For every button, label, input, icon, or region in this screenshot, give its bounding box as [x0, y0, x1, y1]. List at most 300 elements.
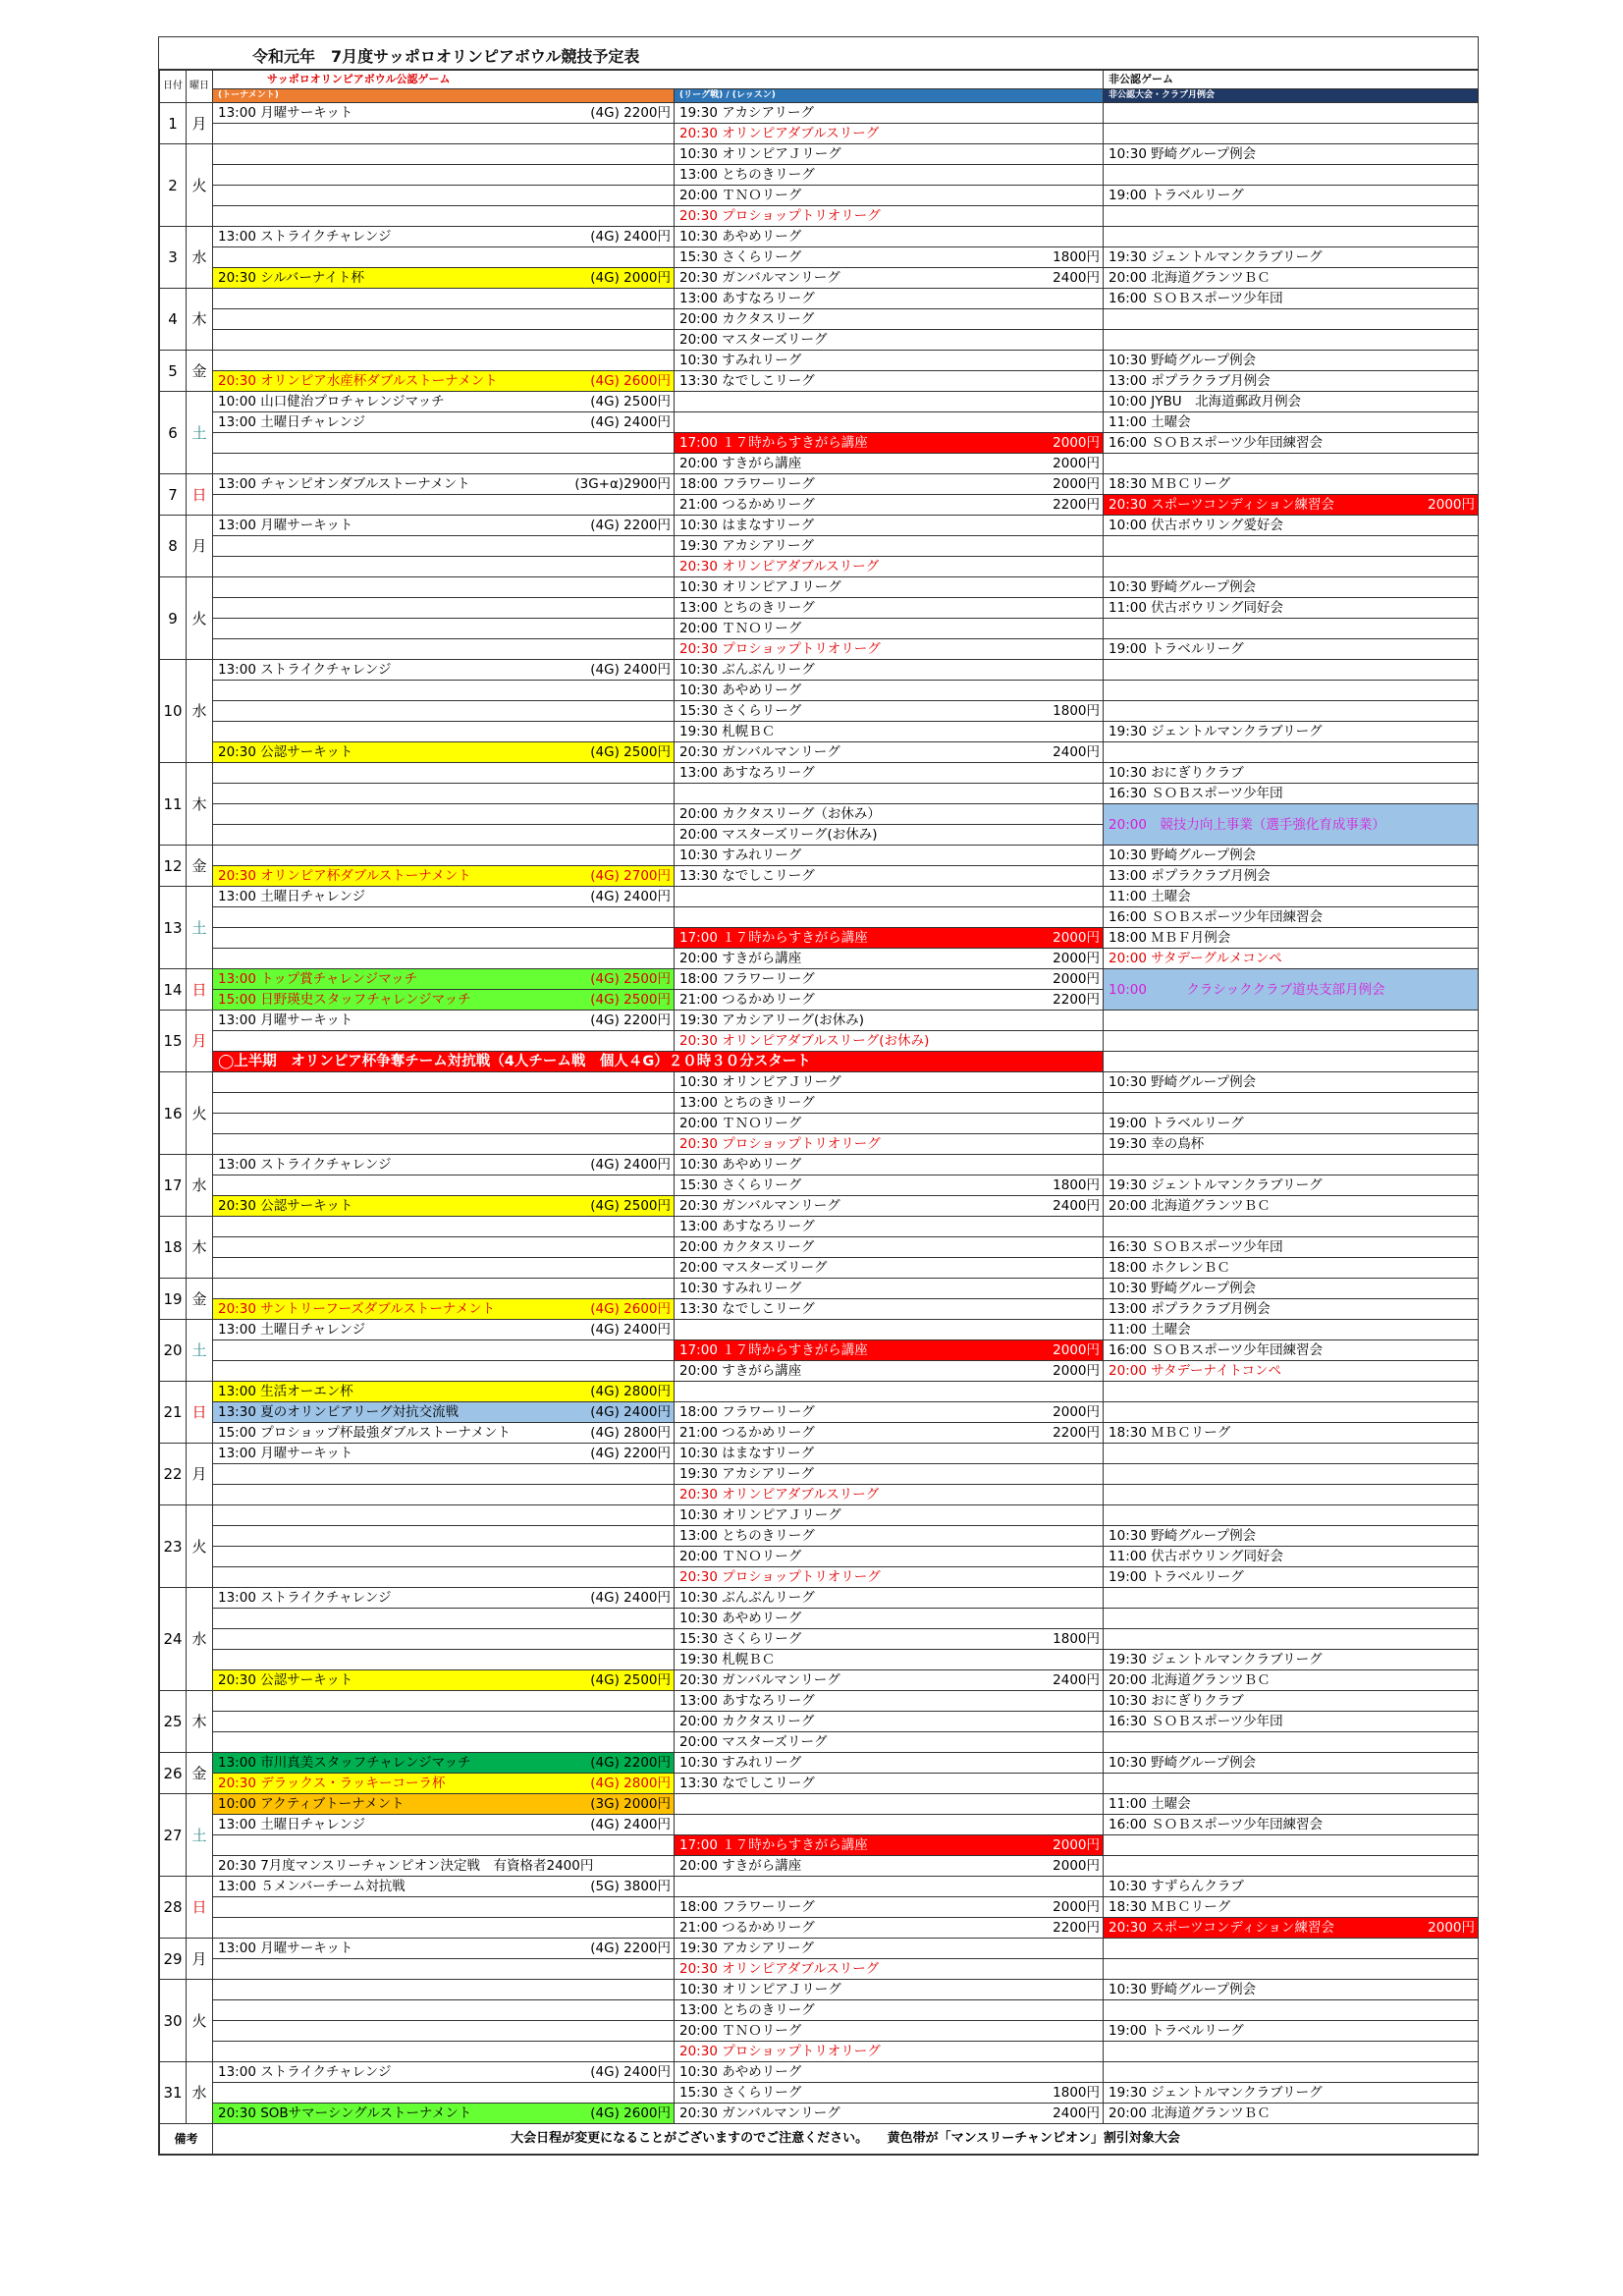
league-cell — [675, 1072, 1104, 1093]
event-name: 13:00 月曜サーキット — [218, 105, 353, 121]
schedule-row — [160, 866, 1479, 887]
club-cell — [1104, 371, 1479, 392]
event-price: (4G) 2400円 — [590, 1322, 671, 1338]
league-cell — [675, 1011, 1104, 1031]
event-fee: 2200円 — [1053, 497, 1101, 513]
event-name: 18:00 フラワーリーグ — [679, 476, 815, 492]
club-cell — [1104, 742, 1479, 763]
schedule-row — [160, 412, 1479, 433]
event-name: 19:30 幸の鳥杯 — [1109, 1136, 1205, 1152]
league-cell — [675, 351, 1104, 371]
tournament-cell — [213, 2104, 675, 2124]
event-name: 20:30 ガンバルマンリーグ — [679, 744, 840, 760]
league-cell — [675, 516, 1104, 536]
tournament-cell — [213, 2083, 675, 2104]
event-name: 13:00 ５メンバーチーム対抗戦 — [218, 1879, 406, 1894]
event-price: (4G) 2500円 — [590, 992, 671, 1008]
event-name: 13:30 夏のオリンピアリーグ対抗交流戦 — [218, 1404, 460, 1420]
league-cell — [675, 536, 1104, 557]
weekday: 土 — [187, 1320, 213, 1382]
schedule-row — [160, 454, 1479, 474]
tournament-cell — [213, 392, 675, 412]
event-name: 13:00 とちのきリーグ — [679, 1095, 815, 1111]
event-name: 10:00 クラシッククラブ道央支部月例会 — [1109, 981, 1385, 998]
tournament-cell — [213, 1815, 675, 1835]
event-name: 13:00 トップ賞チャレンジマッチ — [218, 971, 418, 987]
event-name: 10:30 はまなすリーグ — [679, 1446, 815, 1461]
weekday: 月 — [187, 516, 213, 577]
tournament-cell — [213, 949, 675, 969]
event-name: 13:00 ストライクチャレンジ — [218, 662, 392, 678]
weekday: 火 — [187, 577, 213, 660]
tournament-cell — [213, 1753, 675, 1774]
tournament-cell — [213, 1464, 675, 1485]
league-cell — [675, 1505, 1104, 1526]
day-number: 12 — [160, 846, 187, 887]
league-cell — [675, 1237, 1104, 1258]
club-cell — [1104, 1361, 1479, 1382]
league-cell — [675, 701, 1104, 722]
league-cell — [675, 247, 1104, 268]
tournament-cell — [213, 557, 675, 577]
event-name: 20:00 ＴＮＯリーグ — [679, 621, 802, 636]
event-name: 20:30 オリンピアダブルスリーグ — [679, 1961, 880, 1977]
club-cell — [1104, 846, 1479, 866]
event-name: 20:30 公認サーキット — [218, 1672, 353, 1688]
day-number: 4 — [160, 289, 187, 351]
club-cell — [1104, 1547, 1479, 1567]
schedule-row — [160, 598, 1479, 619]
event-name: 20:00 ＴＮＯリーグ — [679, 2023, 802, 2039]
event-name: 21:00 つるかめリーグ — [679, 497, 815, 513]
tournament-cell — [213, 227, 675, 247]
event-name: 19:00 トラベルリーグ — [1109, 188, 1244, 203]
tournament-cell — [213, 619, 675, 639]
league-cell — [675, 103, 1104, 124]
event-name: 19:30 アカシアリーグ(お休み) — [679, 1012, 865, 1028]
schedule-row — [160, 1093, 1479, 1114]
day-number: 18 — [160, 1217, 187, 1279]
event-name: 20:30 ガンバルマンリーグ — [679, 1672, 840, 1688]
schedule-row — [160, 969, 1479, 990]
day-number: 27 — [160, 1794, 187, 1877]
schedule-row — [160, 1815, 1479, 1835]
weekday: 土 — [187, 1794, 213, 1877]
tournament-cell — [213, 103, 675, 124]
club-cell — [1104, 227, 1479, 247]
schedule-row — [160, 1505, 1479, 1526]
day-number: 9 — [160, 577, 187, 660]
event-name: 19:30 ジェントルマンクラブリーグ — [1109, 1652, 1323, 1667]
club-cell — [1104, 577, 1479, 598]
league-cell — [675, 990, 1104, 1011]
event-fee: 2000円 — [1053, 435, 1101, 451]
league-cell — [675, 1402, 1104, 1423]
event-price: (4G) 2800円 — [590, 1384, 671, 1399]
league-cell — [675, 763, 1104, 784]
event-name: 20:00 ＴＮＯリーグ — [679, 188, 802, 203]
event-fee: 2000円 — [1428, 497, 1476, 513]
tournament-cell — [213, 1320, 675, 1340]
club-cell — [1104, 454, 1479, 474]
league-cell — [675, 124, 1104, 144]
event-name: 20:00 北海道グランツＢＣ — [1109, 1198, 1271, 1214]
league-cell — [675, 887, 1104, 907]
club-cell — [1104, 1175, 1479, 1196]
league-cell — [675, 1340, 1104, 1361]
weekday-header: 曜日 — [187, 71, 213, 103]
league-cell — [675, 1918, 1104, 1939]
club-cell — [1104, 1093, 1479, 1114]
day-number: 2 — [160, 144, 187, 227]
event-fee: 2000円 — [1053, 1363, 1101, 1379]
event-price: (4G) 2500円 — [590, 394, 671, 410]
day-number: 21 — [160, 1382, 187, 1444]
event-name: 11:00 伏古ボウリング同好会 — [1109, 600, 1283, 616]
event-name: 13:00 とちのきリーグ — [679, 167, 815, 183]
schedule-row — [160, 1196, 1479, 1217]
weekday: 月 — [187, 1939, 213, 1980]
tournament-cell — [213, 887, 675, 907]
event-price: (4G) 2400円 — [590, 1404, 671, 1420]
tournament-cell — [213, 1423, 675, 1444]
weekday: 火 — [187, 1072, 213, 1155]
schedule-row — [160, 1835, 1479, 1856]
club-cell — [1104, 1444, 1479, 1464]
league-cell — [675, 825, 1104, 846]
schedule-row — [160, 1526, 1479, 1547]
event-name: 20:30 オリンピア杯ダブルストーナメント — [218, 868, 471, 884]
tournament-cell — [213, 433, 675, 454]
event-name: 19:30 アカシアリーグ — [679, 1941, 815, 1956]
event-name: 15:30 さくらリーグ — [679, 249, 802, 265]
weekday: 月 — [187, 1011, 213, 1072]
event-name: 21:00 つるかめリーグ — [679, 1425, 815, 1441]
event-price: (4G) 2400円 — [590, 1590, 671, 1606]
event-name: 15:30 さくらリーグ — [679, 2085, 802, 2101]
event-price: (4G) 2600円 — [590, 2105, 671, 2121]
event-name: 20:30 公認サーキット — [218, 1198, 353, 1214]
remarks-label: 備考 — [160, 2124, 213, 2155]
day-number: 28 — [160, 1877, 187, 1939]
event-name: 16:30 ＳＯＢスポーツ少年団 — [1109, 786, 1283, 801]
schedule-row — [160, 1320, 1479, 1340]
schedule-row — [160, 1340, 1479, 1361]
league-cell — [675, 1774, 1104, 1794]
official-category: サッポロオリンピアボウル公認ゲーム — [213, 71, 1104, 89]
tournament-cell — [213, 1650, 675, 1670]
event-name: 19:30 アカシアリーグ — [679, 1466, 815, 1482]
event-price: (4G) 2200円 — [590, 1941, 671, 1956]
event-name: 13:00 ポプラクラブ月例会 — [1109, 373, 1271, 389]
schedule-row — [160, 763, 1479, 784]
schedule-row — [160, 1650, 1479, 1670]
event-fee: 2400円 — [1053, 1672, 1101, 1688]
league-cell — [675, 1877, 1104, 1897]
club-cell — [1104, 412, 1479, 433]
weekday: 水 — [187, 660, 213, 763]
tournament-cell — [213, 351, 675, 371]
event-name: 20:30 オリンピアダブルスリーグ — [679, 559, 880, 574]
club-cell — [1104, 1299, 1479, 1320]
tournament-cell — [213, 1691, 675, 1712]
tournament-cell — [213, 474, 675, 495]
club-cell — [1104, 1629, 1479, 1650]
tournament-cell — [213, 1918, 675, 1939]
event-price: (3G+α)2900円 — [574, 476, 671, 492]
club-cell — [1104, 969, 1479, 1011]
tournament-cell — [213, 577, 675, 598]
league-cell — [675, 1526, 1104, 1547]
event-name: 17:00 １７時からすきがら講座 — [679, 1837, 868, 1853]
event-name: 20:30 スポーツコンディション練習会 — [1109, 1920, 1335, 1936]
event-name: 10:30 野崎グループ例会 — [1109, 579, 1257, 595]
event-name: 10:30 あやめリーグ — [679, 1611, 802, 1626]
event-name: 10:30 オリンピアＪリーグ — [679, 1507, 841, 1523]
event-name: 10:30 あやめリーグ — [679, 1157, 802, 1173]
tournament-cell — [213, 1402, 675, 1423]
event-fee: 2000円 — [1053, 1858, 1101, 1874]
league-cell — [675, 969, 1104, 990]
club-cell — [1104, 1485, 1479, 1505]
league-cell — [675, 1588, 1104, 1609]
club-cell — [1104, 2062, 1479, 2083]
team-event-banner — [213, 1052, 1104, 1072]
league-cell — [675, 1650, 1104, 1670]
event-price: (4G) 2500円 — [590, 744, 671, 760]
schedule-row — [160, 928, 1479, 949]
club-cell — [1104, 2000, 1479, 2021]
event-name: 11:00 伏古ボウリング同好会 — [1109, 1549, 1283, 1564]
schedule-row — [160, 536, 1479, 557]
club-cell — [1104, 928, 1479, 949]
club-cell — [1104, 1650, 1479, 1670]
event-fee: 2000円 — [1428, 1920, 1476, 1936]
weekday: 月 — [187, 103, 213, 144]
event-name: 20:00 カクタスリーグ — [679, 1714, 815, 1729]
event-name: 10:00 伏古ボウリング愛好会 — [1109, 518, 1283, 533]
club-cell — [1104, 1712, 1479, 1732]
tournament-cell — [213, 1939, 675, 1959]
club-cell — [1104, 1588, 1479, 1609]
event-name: 13:00 市川真美スタッフチャレンジマッチ — [218, 1755, 471, 1771]
tournament-cell — [213, 598, 675, 619]
league-cell — [675, 144, 1104, 165]
schedule-row — [160, 309, 1479, 330]
event-name: 19:30 アカシアリーグ — [679, 105, 815, 121]
club-cell — [1104, 949, 1479, 969]
event-name: 20:30 オリンピア水産杯ダブルストーナメント — [218, 373, 498, 389]
league-cell — [675, 1134, 1104, 1155]
event-name: 10:30 野崎グループ例会 — [1109, 1074, 1257, 1090]
tournament-cell — [213, 1258, 675, 1279]
day-number: 23 — [160, 1505, 187, 1588]
tournament-cell — [213, 928, 675, 949]
weekday: 日 — [187, 474, 213, 516]
event-price: (4G) 2400円 — [590, 414, 671, 430]
event-name: 20:30 プロショップトリオリーグ — [679, 641, 881, 657]
schedule-row — [160, 1609, 1479, 1629]
league-cell — [675, 1753, 1104, 1774]
tournament-cell — [213, 1093, 675, 1114]
club-cell — [1104, 1774, 1479, 1794]
tournament-cell — [213, 846, 675, 866]
day-number: 31 — [160, 2062, 187, 2124]
event-fee: 2000円 — [1053, 1899, 1101, 1915]
league-cell — [675, 1959, 1104, 1980]
event-name: 10:30 野崎グループ例会 — [1109, 146, 1257, 162]
league-cell — [675, 2021, 1104, 2042]
day-number: 16 — [160, 1072, 187, 1155]
event-name: 10:30 すみれリーグ — [679, 353, 802, 368]
league-cell — [675, 1444, 1104, 1464]
event-name: 20:00 マスターズリーグ — [679, 1734, 828, 1750]
weekday: 月 — [187, 1444, 213, 1505]
schedule-row — [160, 804, 1479, 825]
event-name: 10:30 野崎グループ例会 — [1109, 1982, 1257, 1997]
league-cell — [675, 557, 1104, 577]
tournament-cell — [213, 495, 675, 516]
league-cell — [675, 474, 1104, 495]
league-cell — [675, 1320, 1104, 1340]
tournament-cell — [213, 660, 675, 681]
club-cell — [1104, 1114, 1479, 1134]
tournament-cell — [213, 309, 675, 330]
event-name: 15:30 さくらリーグ — [679, 1177, 802, 1193]
league-cell — [675, 846, 1104, 866]
event-name: 20:30 SOBサマーシングルストーナメント — [218, 2105, 472, 2121]
event-price: (4G) 2700円 — [590, 868, 671, 884]
club-cell — [1104, 186, 1479, 206]
league-cell — [675, 289, 1104, 309]
event-name: 19:30 ジェントルマンクラブリーグ — [1109, 2085, 1323, 2101]
tournament-cell — [213, 2021, 675, 2042]
league-cell — [675, 1980, 1104, 2000]
schedule-row — [160, 495, 1479, 516]
league-cell — [675, 1629, 1104, 1650]
club-cell — [1104, 433, 1479, 454]
tournament-cell — [213, 1732, 675, 1753]
schedule-row — [160, 1980, 1479, 2000]
event-name: 10:30 おにぎりクラブ — [1109, 1693, 1244, 1709]
event-name: 19:30 札幌ＢＣ — [679, 1652, 776, 1667]
club-cell — [1104, 1031, 1479, 1052]
event-name: 13:00 あすなろリーグ — [679, 765, 815, 781]
tournament-cell — [213, 639, 675, 660]
league-cell — [675, 866, 1104, 887]
schedule-row — [160, 1423, 1479, 1444]
league-cell — [675, 949, 1104, 969]
event-name: 20:30 オリンピアダブルスリーグ(お休み) — [679, 1033, 930, 1049]
event-name: 11:00 土曜会 — [1109, 1322, 1191, 1338]
league-cell — [675, 454, 1104, 474]
event-name: 11:00 土曜会 — [1109, 414, 1191, 430]
day-number: 15 — [160, 1011, 187, 1072]
league-cell — [675, 165, 1104, 186]
remarks-note: 大会日程が変更になることがございますのでご注意ください。 黄色帯が「マンスリーチャンピオン」割引対象大会 — [213, 2124, 1479, 2155]
schedule-row — [160, 1279, 1479, 1299]
club-cell — [1104, 330, 1479, 351]
event-name: 16:00 ＳＯＢスポーツ少年団練習会 — [1109, 1342, 1324, 1358]
league-cell — [675, 1939, 1104, 1959]
schedule-row — [160, 846, 1479, 866]
event-name: 13:00 ストライクチャレンジ — [218, 229, 392, 245]
schedule-row — [160, 887, 1479, 907]
tournament-cell — [213, 1774, 675, 1794]
event-name: 10:00 山口健治プロチャレンジマッチ — [218, 394, 445, 410]
tournament-cell — [213, 206, 675, 227]
club-cell — [1104, 2083, 1479, 2104]
event-fee: 2000円 — [1053, 971, 1101, 987]
schedule-row — [160, 1877, 1479, 1897]
weekday: 金 — [187, 1753, 213, 1794]
schedule-row — [160, 433, 1479, 454]
event-name: 16:00 ＳＯＢスポーツ少年団練習会 — [1109, 435, 1324, 451]
club-cell — [1104, 2104, 1479, 2124]
event-fee: 2000円 — [1053, 1342, 1101, 1358]
schedule-row — [160, 722, 1479, 742]
tournament-cell — [213, 124, 675, 144]
event-fee: 2400円 — [1053, 744, 1101, 760]
event-name: 13:00 ストライクチャレンジ — [218, 2064, 392, 2080]
league-cell — [675, 1485, 1104, 1505]
club-cell — [1104, 557, 1479, 577]
tournament-cell — [213, 1547, 675, 1567]
event-name: 20:00 マスターズリーグ(お休み) — [679, 827, 878, 843]
league-cell — [675, 412, 1104, 433]
event-name: 10:30 おにぎりクラブ — [1109, 765, 1244, 781]
league-cell — [675, 1155, 1104, 1175]
day-number: 3 — [160, 227, 187, 289]
event-name: 18:00 ホクレンＢＣ — [1109, 1260, 1230, 1276]
weekday: 金 — [187, 1279, 213, 1320]
league-cell — [675, 1114, 1104, 1134]
league-cell — [675, 2000, 1104, 2021]
league-cell — [675, 928, 1104, 949]
club-cell — [1104, 474, 1479, 495]
league-cell — [675, 1670, 1104, 1691]
event-name: 10:30 あやめリーグ — [679, 229, 802, 245]
club-cell — [1104, 1258, 1479, 1279]
event-name: 13:00 土曜日チャレンジ — [218, 414, 366, 430]
tournament-cell — [213, 1196, 675, 1217]
event-name: 18:00 フラワーリーグ — [679, 1899, 815, 1915]
club-cell — [1104, 165, 1479, 186]
event-name: 10:30 すみれリーグ — [679, 847, 802, 863]
page-title: 令和元年 7月度サッポロオリンピアボウル競技予定表 — [252, 47, 640, 66]
event-fee: 2000円 — [1053, 1404, 1101, 1420]
day-number: 10 — [160, 660, 187, 763]
tournament-cell — [213, 516, 675, 536]
event-fee: 2000円 — [1053, 930, 1101, 946]
event-name: 18:00 ＭＢＦ月例会 — [1109, 930, 1231, 946]
event-name: 15:00 日野瑛史スタッフチャレンジマッチ — [218, 992, 471, 1008]
tournament-cell — [213, 268, 675, 289]
weekday: 日 — [187, 1382, 213, 1444]
schedule-row — [160, 1155, 1479, 1175]
league-cell — [675, 2083, 1104, 2104]
day-number: 11 — [160, 763, 187, 846]
tournament-cell — [213, 1588, 675, 1609]
tournament-cell — [213, 681, 675, 701]
tournament-cell — [213, 289, 675, 309]
event-name: 20:00 すきがら講座 — [679, 456, 802, 471]
event-name: 13:00 土曜日チャレンジ — [218, 889, 366, 904]
event-name: 17:00 １７時からすきがら講座 — [679, 930, 868, 946]
schedule-row — [160, 1732, 1479, 1753]
schedule-row — [160, 1588, 1479, 1609]
tournament-cell — [213, 1340, 675, 1361]
